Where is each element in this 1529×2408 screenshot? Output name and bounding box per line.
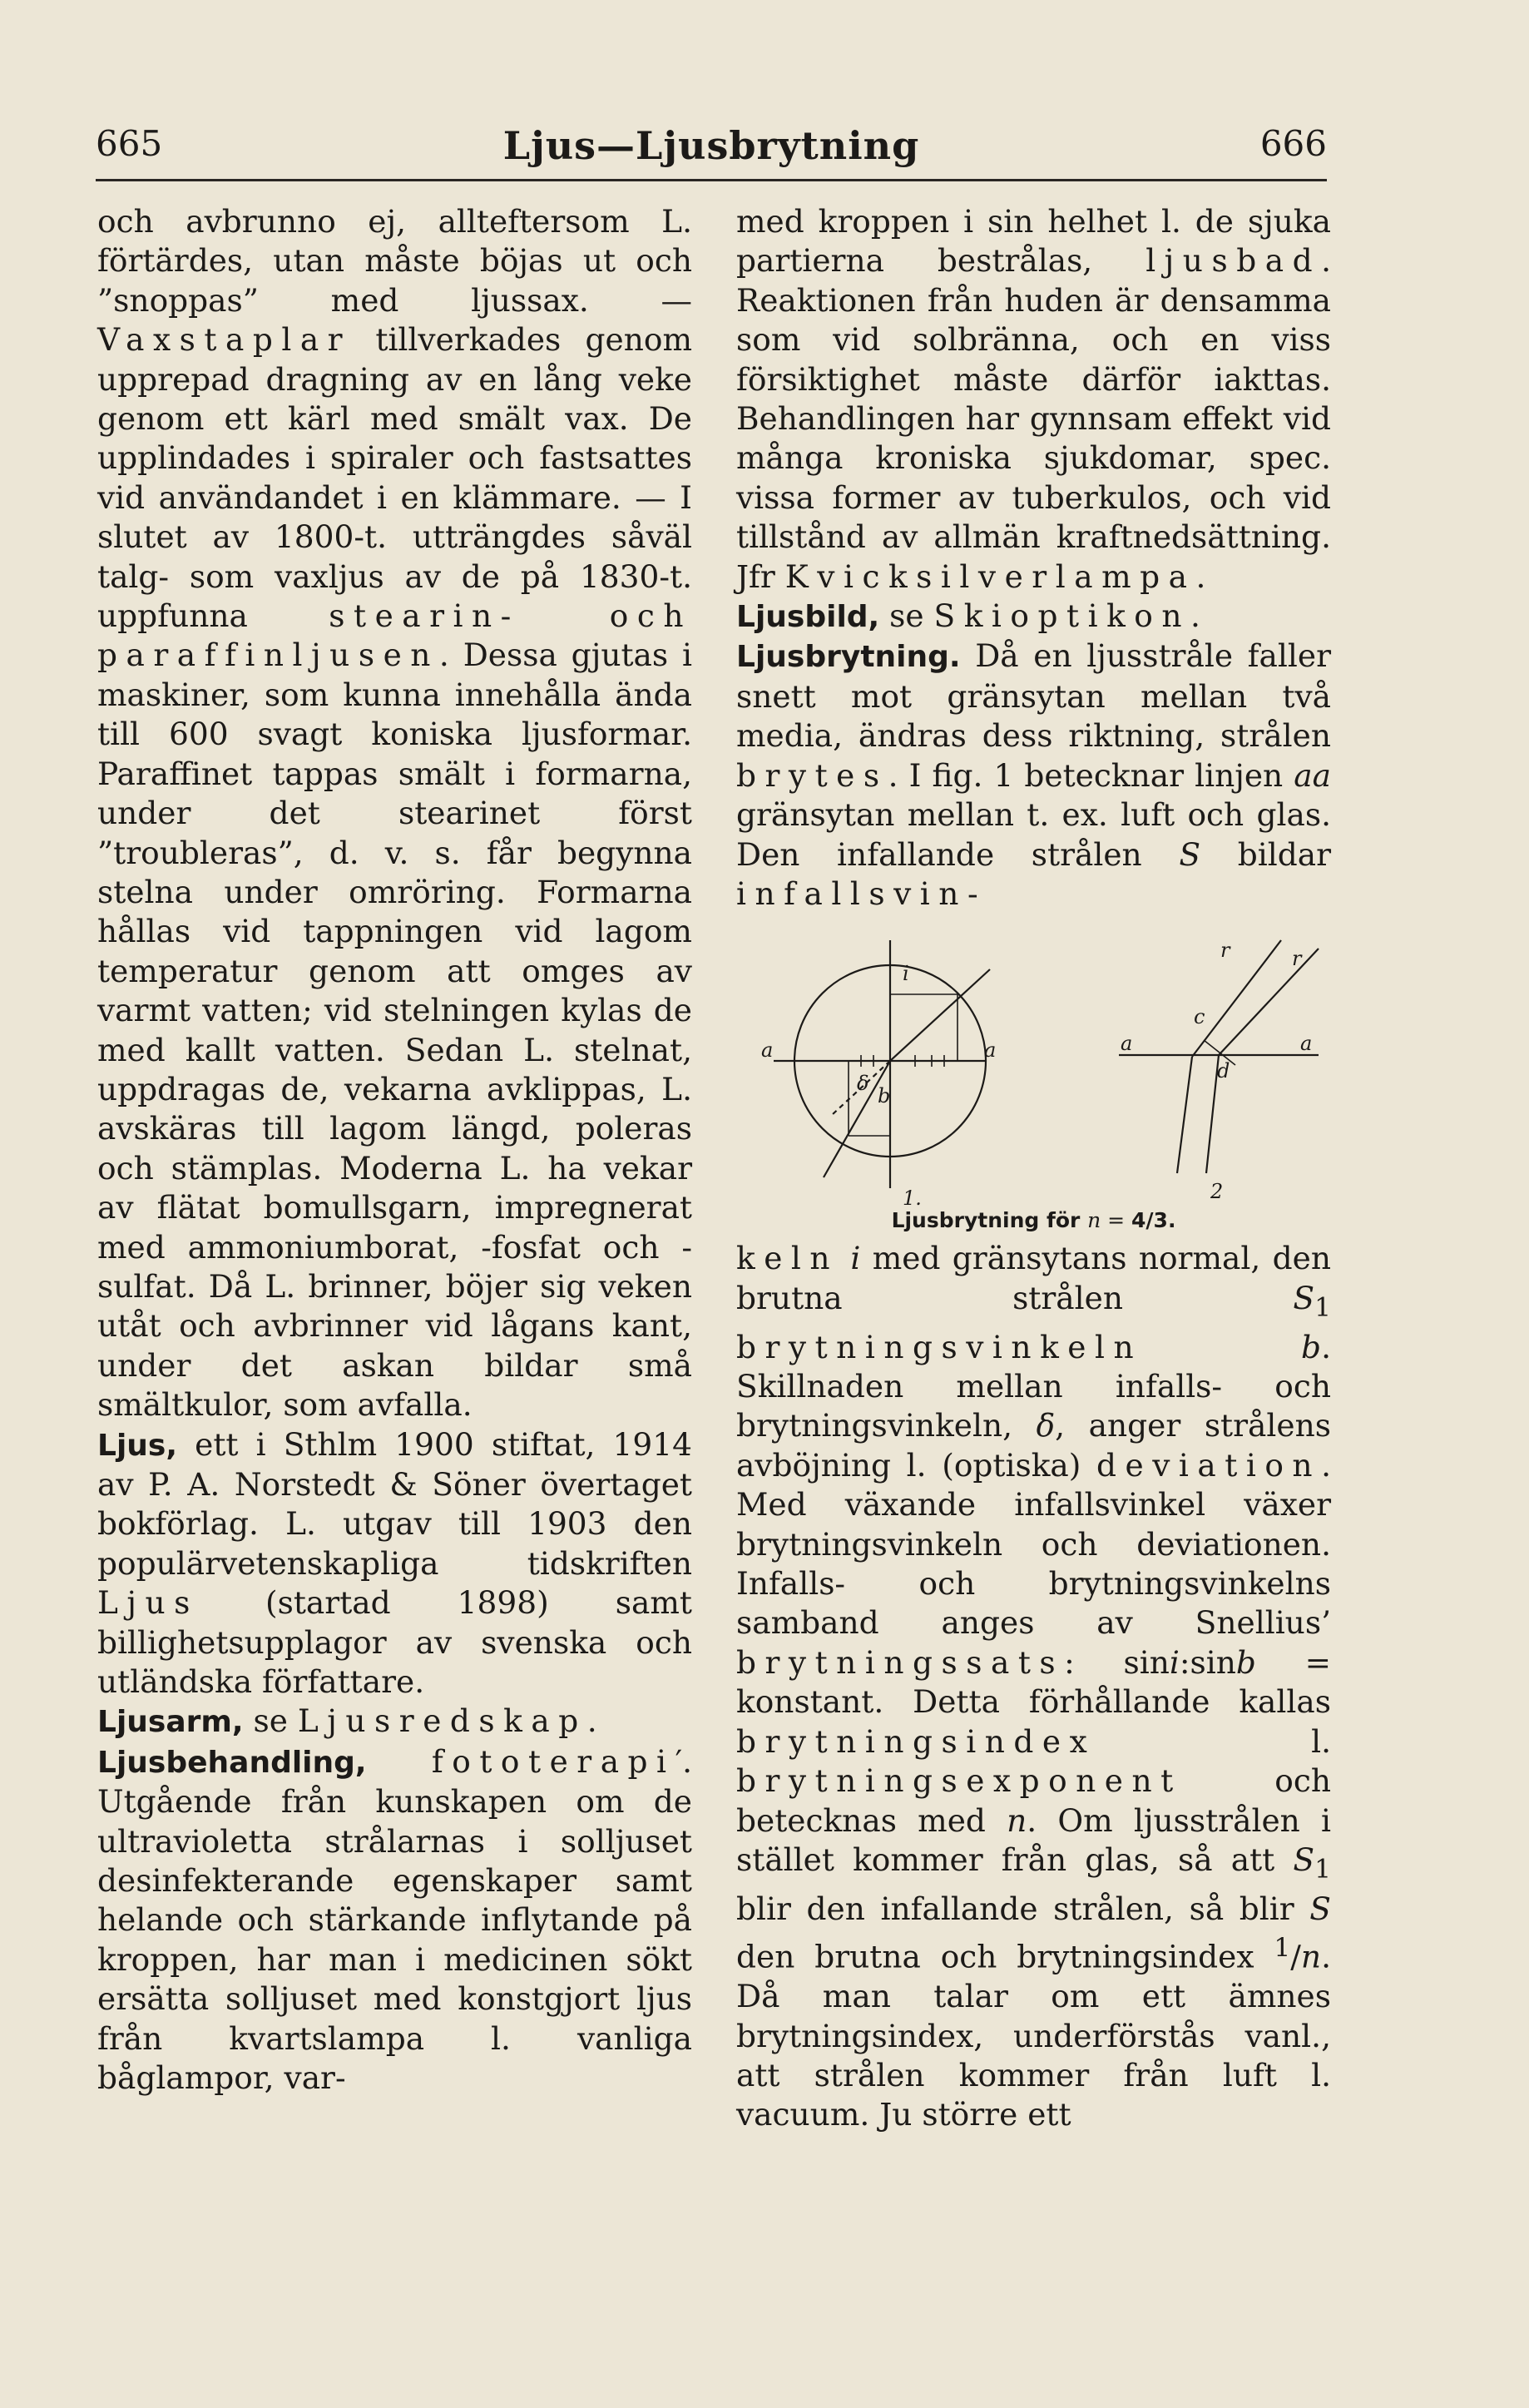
header-rule bbox=[96, 179, 1327, 181]
spaced-term: brytningsindex bbox=[736, 1722, 1096, 1760]
subscript: 1 bbox=[1314, 1854, 1331, 1885]
fig-label-a: a bbox=[1300, 1032, 1313, 1056]
refraction-diagram bbox=[736, 924, 1331, 1211]
text: . bbox=[1190, 597, 1200, 635]
paragraph-continuation bbox=[736, 202, 1331, 597]
figure-caption bbox=[736, 1207, 1331, 1234]
page-title: Ljus—Ljusbrytning bbox=[502, 123, 920, 168]
text: . Med växande infallsvinkel växer brytningsvinkeln och deviationen. Infalls- och brytningsvinkelns samband anges av Snellius’ bbox=[736, 1446, 1331, 1642]
italic-term: S bbox=[1309, 1890, 1331, 1927]
italic-term: b bbox=[1142, 1328, 1322, 1365]
headword: Ljus, bbox=[97, 1428, 178, 1463]
italic-term: i bbox=[1169, 1643, 1180, 1681]
text: = konstant. Detta förhållande kallas bbox=[736, 1643, 1331, 1721]
fig-label-r: r bbox=[1220, 939, 1230, 963]
paragraph-refraction-cont: keln i med gränsytans normal, den brutna strålen $S_1$ brytningsvinkeln b. Skillnaden mellan infalls- och brytningsvinkeln, δ, anger strålens avböjning l. (optiska) deviation. Med växande infallsvinkel växer brytningsvinkeln och deviationen. Infalls- och brytningsvinkelns samband anges av Snellius’ brytningssats: sini:sinb = konstant. Detta förhållande kallas brytningsindex l. brytningsexponent och betecknas med n. Om ljusstrålen i stället kommer från glas, så att $S_1$ blir den infallande strålen, så blir S den brutna och brytningsindex $^1$/n. Då man talar om ett ämnes brytningsindex, underförstås vanl., att strålen kommer från luft l. vacuum. Ju större ett bbox=[736, 1240, 1331, 2133]
caption-fraction: 4/3 bbox=[1131, 1208, 1168, 1233]
entry-ljusbehandling bbox=[97, 1742, 692, 2098]
text: . bbox=[586, 1702, 597, 1740]
fig-label-delta: δ bbox=[857, 1072, 869, 1096]
fraction-numerator: 1 bbox=[1274, 1933, 1291, 1964]
spaced-term: deviation bbox=[1096, 1446, 1322, 1484]
fig-label-d: d bbox=[1217, 1059, 1230, 1083]
entry-ljusbild bbox=[736, 597, 1331, 637]
text: se bbox=[879, 597, 934, 635]
text: tillverkades genom upprepad dragning av en lång veke genom ett kärl med smält vax. De upplindades i spiraler och fastsattes vid användandet i en klämmare. — I slutet av 1800-t. utträngdes såväl talg- som vaxljus av de på 1830-t. uppfunna bbox=[97, 321, 692, 635]
text: :sin bbox=[1179, 1643, 1236, 1681]
spaced-term: Ljus bbox=[97, 1584, 199, 1622]
entry-ljusarm bbox=[97, 1702, 692, 1742]
page-header bbox=[96, 123, 1327, 181]
spaced-term: brytningssats bbox=[736, 1643, 1065, 1681]
text: med gränsytans normal, den brutna strålen bbox=[736, 1240, 1331, 1316]
spaced-term: brytningsexponent bbox=[736, 1762, 1182, 1800]
text: den brutna och brytningsindex bbox=[736, 1938, 1274, 1975]
spaced-term: infallsvin- bbox=[736, 875, 987, 912]
italic-term: b bbox=[1235, 1643, 1256, 1681]
fig-label-a: a bbox=[761, 1038, 774, 1063]
entry-ljusbrytning bbox=[736, 637, 1331, 914]
left-column bbox=[97, 202, 692, 2098]
text: ′. Utgående från kunskapen om de ultravioletta strålarnas i solljuset desinfekterande egenskaper samt helande och stärkande inflytande på kroppen, har man i medicinen sökt ersätta solljuset med konstgjort ljus från kvartslampa l. vanliga båglampor, var- bbox=[97, 1742, 692, 2097]
text: med kroppen i sin helhet l. de sjuka partierna bestrålas, bbox=[736, 203, 1331, 280]
headword: Ljusarm, bbox=[97, 1705, 244, 1740]
text: . Reaktionen från huden är densamma som vid solbränna, och en viss försiktighet måste därför iakttas. Behandlingen har gynnsam effekt vid många kroniska sjukdomar, spec. vissa former av tuberkulos, och vid tillstånd av allmän kraftnedsättning. Jfr bbox=[736, 242, 1331, 595]
text: . I fig. 1 betecknar linjen bbox=[888, 756, 1294, 794]
italic-term: aa bbox=[1294, 756, 1331, 794]
fig-label-a: a bbox=[984, 1038, 997, 1063]
paragraph-candles bbox=[97, 202, 692, 1425]
text: , anger strålens avböjning l. (optiska) bbox=[736, 1407, 1331, 1484]
fraction-denominator: n bbox=[1300, 1938, 1322, 1975]
cross-reference: Ljusredskap bbox=[297, 1702, 587, 1740]
text: bildar bbox=[1200, 835, 1331, 873]
italic-term: n bbox=[1007, 1801, 1027, 1839]
italic-term: S bbox=[1179, 835, 1201, 873]
fig-label-i: i bbox=[903, 962, 909, 986]
text: . Då man talar om ett ämnes brytningsindex, underförstås vanl., att strålen kommer från luft l. vacuum. Ju större ett bbox=[736, 1938, 1331, 2133]
caption-n: n bbox=[1087, 1208, 1101, 1233]
entry-ljus bbox=[97, 1425, 692, 1702]
caption-end: . bbox=[1167, 1208, 1176, 1233]
text: ett i Sthlm 1900 stiftat, 1914 av P. A. Norstedt & Söner övertaget bokförlag. L. utgav till 1903 den populärvetenskapliga tidskriften bbox=[97, 1425, 692, 1582]
cross-reference: Kvicksilverlampa bbox=[784, 557, 1196, 595]
right-column bbox=[736, 202, 1331, 2135]
text: . Om ljusstrålen i stället kommer från glas, så att bbox=[736, 1801, 1331, 1878]
text: (startad 1898) samt billighetsupplagor av svenska och utländska författare. bbox=[97, 1584, 692, 1701]
cross-reference: Skioptikon bbox=[933, 597, 1191, 635]
fig-label-c: c bbox=[1194, 1005, 1205, 1029]
italic-term: S bbox=[1293, 1841, 1315, 1878]
spaced-term: brytningsvinkeln bbox=[736, 1328, 1143, 1365]
fig-label-r: r bbox=[1292, 947, 1302, 971]
caption-eq: = bbox=[1101, 1208, 1132, 1233]
text: . Skillnaden mellan infalls- och brytningsvinkeln, bbox=[736, 1328, 1331, 1444]
italic-term: S bbox=[1293, 1279, 1315, 1316]
text: gränsytan mellan t. ex. luft och glas. Den infallande strålen bbox=[736, 796, 1331, 873]
page-number-left: 665 bbox=[96, 123, 163, 164]
fig-label-a: a bbox=[1121, 1032, 1133, 1056]
text: . Dessa gjutas i maskiner, som kunna innehålla ända till 600 svagt koniska ljusformar. Paraffinet tappas smält i formarna, under det stearinet först ”troubleras”, d. v. s. får begynna stelna under omröring. Formarna hållas vid tappningen vid lagom temperatur genom att omges av varmt vatten; vid stelningen kylas de med kallt vatten. Sedan L. stelnat, uppdragas de, vekarna avklippas, L. avskäras till lagom längd, poleras och stämplas. Moderna L. ha vekar av flätat bomullsgarn, impregnerat med ammoniumborat, -fosfat och -sulfat. Då L. brinner, böjer sig veken utåt och avbrinner vid lågans kant, under det askan bildar små smältkulor, som avfalla. bbox=[97, 637, 692, 1424]
spaced-term: Vaxstaplar bbox=[97, 321, 352, 359]
text: . bbox=[1195, 557, 1206, 595]
fig1-number: 1. bbox=[903, 1187, 922, 1211]
text: l. bbox=[1096, 1722, 1331, 1760]
text: se bbox=[243, 1702, 298, 1740]
text: Då en ljusstråle faller snett mot gränsytan mellan två media, ändras dess riktning, strålen bbox=[736, 637, 1331, 755]
refraction-figure bbox=[736, 924, 1331, 1234]
fig2-incident-ray bbox=[1192, 940, 1281, 1057]
headword: Ljusbehandling, bbox=[97, 1745, 367, 1780]
fig2-number: 2 bbox=[1210, 1180, 1224, 1204]
caption-text: Ljusbrytning för bbox=[891, 1208, 1088, 1233]
fig-label-b: b bbox=[878, 1084, 891, 1108]
spaced-term: brytes bbox=[736, 756, 888, 794]
fig2-refracted-ray bbox=[1177, 1057, 1192, 1173]
spaced-term: fototerapi bbox=[431, 1742, 675, 1780]
spaced-term: stearin- och paraffinljusen bbox=[97, 597, 692, 674]
headword: Ljusbrytning. bbox=[736, 640, 961, 675]
spaced-term: keln bbox=[736, 1240, 839, 1277]
spaced-term: ljusbad bbox=[1146, 242, 1322, 280]
text: : sin bbox=[1064, 1643, 1170, 1681]
headword: Ljusbild, bbox=[736, 600, 880, 635]
subscript: 1 bbox=[1314, 1292, 1331, 1323]
text: och betecknas med bbox=[736, 1762, 1331, 1839]
page-number-right: 666 bbox=[1259, 123, 1327, 164]
italic-term: δ bbox=[1036, 1407, 1056, 1444]
text: och avbrunno ej, allteftersom L. förtärdes, utan måste böjas ut och ”snoppas” med ljussax. — bbox=[97, 203, 692, 319]
text: blir den infallande strålen, så blir bbox=[736, 1890, 1310, 1927]
italic-term: i bbox=[839, 1240, 861, 1277]
